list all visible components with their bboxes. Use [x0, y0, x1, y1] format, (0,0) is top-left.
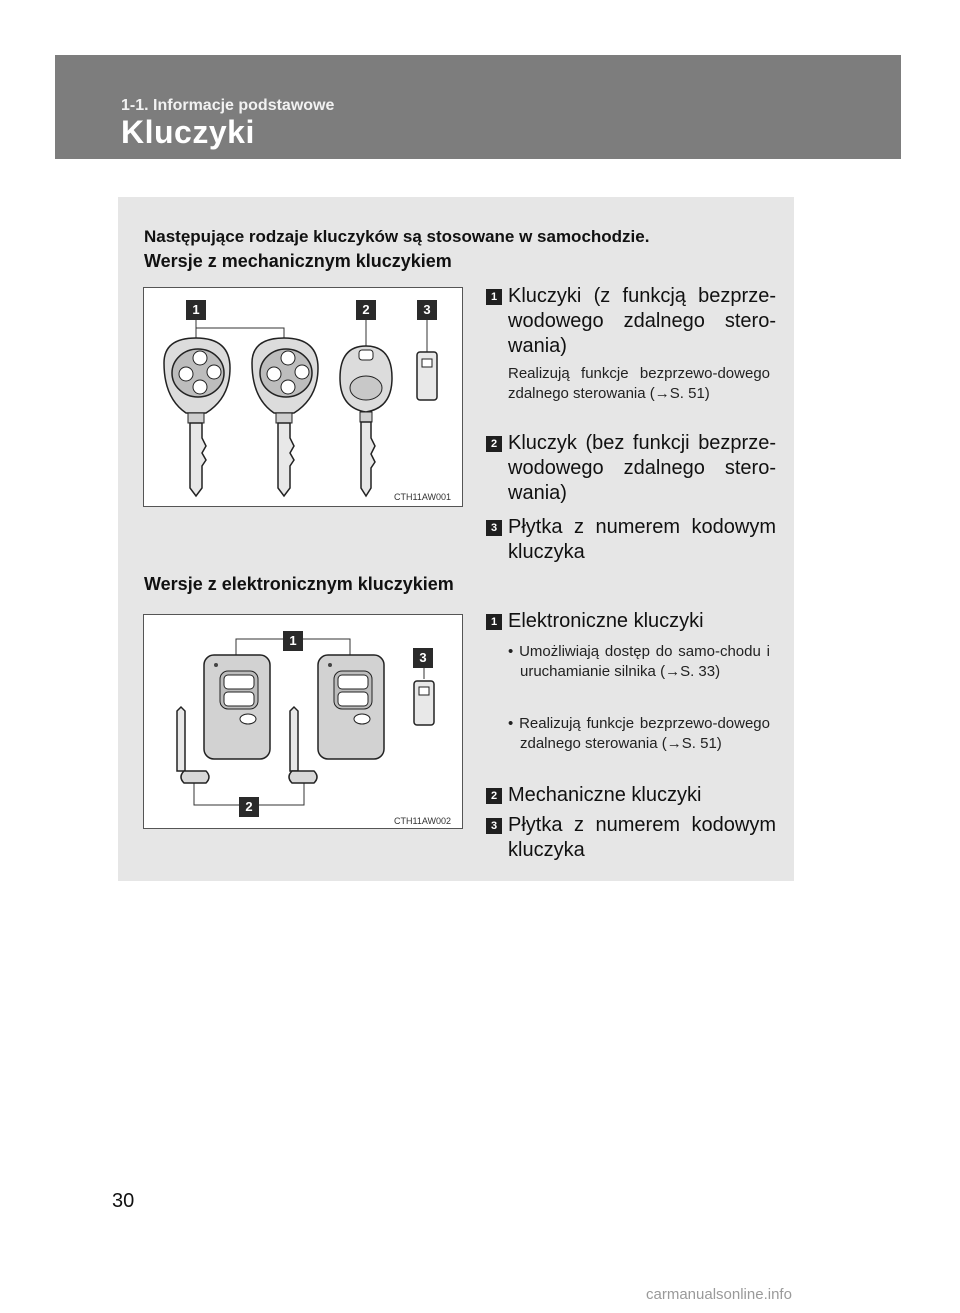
electronic-heading: Wersje z elektronicznym kluczykiem [144, 574, 454, 594]
electronic-keys-illustration [144, 615, 462, 828]
intro-text: Następujące rodzaje kluczyków są stosowane w samochodzie. [144, 227, 650, 246]
page-number: 30 [112, 1190, 135, 1212]
mechanical-key-blade-icon [289, 707, 317, 783]
page-title: Kluczyki [121, 114, 255, 150]
figure-badge-1: 1 [283, 631, 303, 651]
smart-key-icon [204, 655, 270, 759]
mechanical-heading: Wersje z mechanicznym kluczykiem [144, 251, 452, 271]
item-title: Płytka z numerem kodowym kluczyka [508, 516, 776, 563]
remote-key-icon [164, 338, 230, 496]
figure-badge-2: 2 [356, 300, 376, 320]
key-number-plate-icon [414, 681, 434, 725]
mechanical-keys-figure [143, 287, 463, 507]
mechanical-key-icon [340, 346, 392, 496]
item-badge-1: 1 [486, 289, 502, 305]
section-label: 1-1. Informacje podstawowe [121, 97, 335, 114]
item-title: Płytka z numerem kodowym kluczyka [508, 814, 776, 861]
electronic-keys-figure [143, 614, 463, 829]
bullet-item: • Realizują funkcje bezprzewo-dowego zdalnego sterowania (→S. 51) [508, 715, 770, 752]
item-badge-3: 3 [486, 818, 502, 834]
figure-badge-2: 2 [239, 797, 259, 817]
item-badge-2: 2 [486, 436, 502, 452]
figure-badge-3: 3 [417, 300, 437, 320]
figure-code: CTH11AW002 [394, 816, 452, 826]
item-description: Realizują funkcje bezprzewo-dowego zdalnego sterowania (→S. 51) [508, 365, 770, 402]
item-title: Mechaniczne kluczyki [508, 784, 702, 806]
section-header [55, 55, 901, 159]
remote-key-icon [252, 338, 318, 496]
figure-badge-3: 3 [413, 648, 433, 668]
smart-key-icon [318, 655, 384, 759]
key-number-plate-icon [417, 352, 437, 400]
bullet-item: • Umożliwiają dostęp do samo-chodu i uruchamianie silnika (→S. 33) [508, 643, 770, 680]
figure-code: CTH11AW001 [394, 492, 452, 502]
mechanical-keys-illustration [144, 288, 462, 506]
item-title: Elektroniczne kluczyki [508, 610, 704, 632]
figure-badge-1: 1 [186, 300, 206, 320]
item-badge-2: 2 [486, 788, 502, 804]
item-title: Kluczyk (bez funkcji bezprze-wodowego zdalnego stero-wania) [508, 432, 776, 504]
watermark: carmanualsonline.info [646, 1286, 792, 1303]
item-title: Kluczyki (z funkcją bezprze-wodowego zdalnego stero-wania) [508, 285, 776, 357]
item-badge-1: 1 [486, 614, 502, 630]
item-badge-3: 3 [486, 520, 502, 536]
